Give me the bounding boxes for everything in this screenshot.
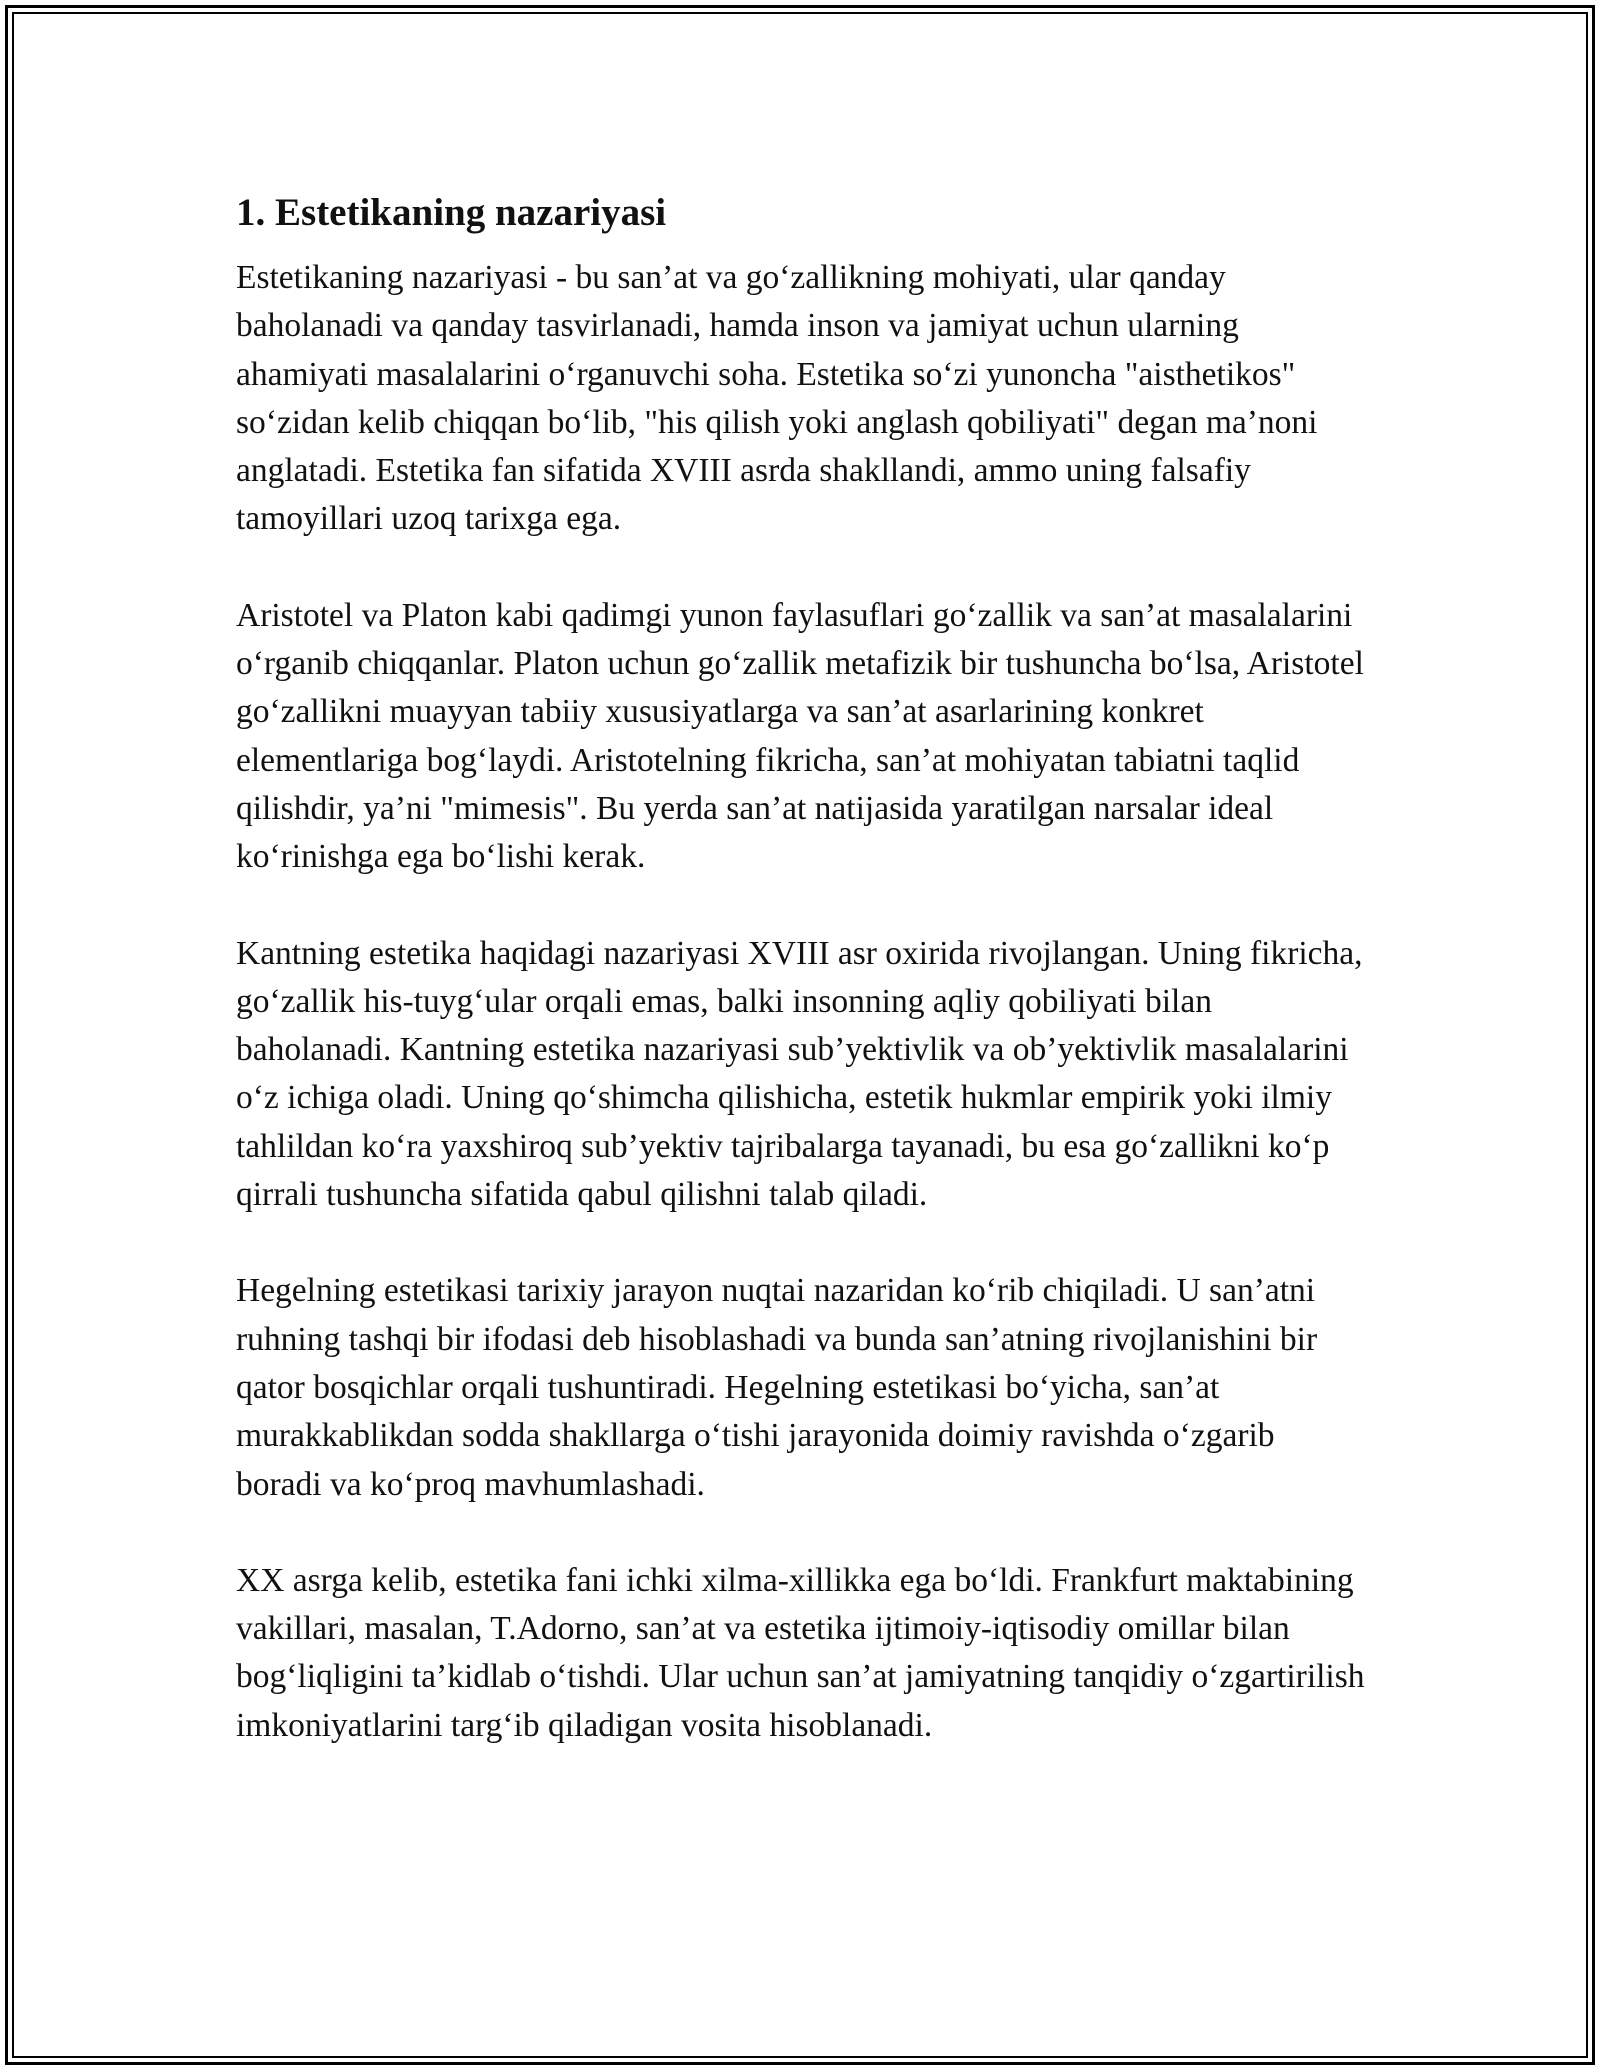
paragraph-hegel: Hegelning estetikasi tarixiy jarayon nuqtai nazaridan ko‘rib chiqiladi. U san’atni ruhning tashqi bir ifodasi deb hisoblashadi va bunda san’atning rivojlanishini bir qator bosqichlar orqali tushuntiradi. Hegelning estetikasi bo‘yicha, san’at murakkablikdan sodda shakllarga o‘tishi jarayonida doimiy ravishda o‘zgarib boradi va ko‘proq mavhumlashadi.: [236, 1272, 1318, 1503]
paragraph-intro: Estetikaning nazariyasi - bu san’at va go‘zallikning mohiyati, ular qanday baholanadi va qanday tasvirlanadi, hamda inson va jamiyat uchun ularning ahamiyati masalalarini o‘rganuvchi soha. Estetika so‘zi yunoncha "aisthetikos" so‘zidan kelib chiqqan bo‘lib, "his qilish yoki anglash qobiliyati" degan ma’noni anglatadi. Estetika fan sifatida XVIII asrda shakllandi, ammo uning falsafiy tamoyillari uzoq tarixga ega.: [236, 259, 1318, 538]
document-body: [236, 185, 1366, 1798]
paragraph-twentieth-century: XX asrga kelib, estetika fani ichki xilma-xillikka ega bo‘ldi. Frankfurt maktabining vakillari, masalan, T.Adorno, san’at va estetika ijtimoiy-iqtisodiy omillar bilan bog‘liqligini ta’kidlab o‘tishdi. Ular uchun san’at jamiyatning tanqidiy o‘zgartirilish imkoniyatlarini targ‘ib qiladigan vosita hisoblanadi.: [236, 1561, 1365, 1744]
paragraph-kant: Kantning estetika haqidagi nazariyasi XVIII asr oxirida rivojlangan. Uning fikricha, go‘zallik his-tuyg‘ular orqali emas, balki insonning aqliy qobiliyati bilan baholanadi. Kantning estetika nazariyasi sub’yektivlik va ob’yektivlik masalalarini o‘z ichiga oladi. Uning qo‘shimcha qilishicha, estetik hukmlar empirik yoki ilmiy tahlildan ko‘ra yaxshiroq sub’yektiv tajribalarga tayanadi, bu esa go‘zallikni ko‘p qirrali tushuncha sifatida qabul qilishni talab qiladi.: [236, 934, 1363, 1214]
paragraph-aristotle-plato: Aristotel va Platon kabi qadimgi yunon faylasuflari go‘zallik va san’at masalalarini o‘rganib chiqqanlar. Platon uchun go‘zallik metafizik bir tushuncha bo‘lsa, Aristotel go‘zallikni muayyan tabiiy xususiyatlarga va san’at asarlarining konkret elementlariga bog‘laydi. Aristotelning fikricha, san’at mohiyatan tabiatni taqlid qilishdir, ya’ni "mimesis". Bu yerda san’at natijasida yaratilgan narsalar ideal ko‘rinishga ega bo‘lishi kerak.: [236, 596, 1364, 876]
section-heading: 1. Estetikaning nazariyasi: [236, 191, 667, 234]
